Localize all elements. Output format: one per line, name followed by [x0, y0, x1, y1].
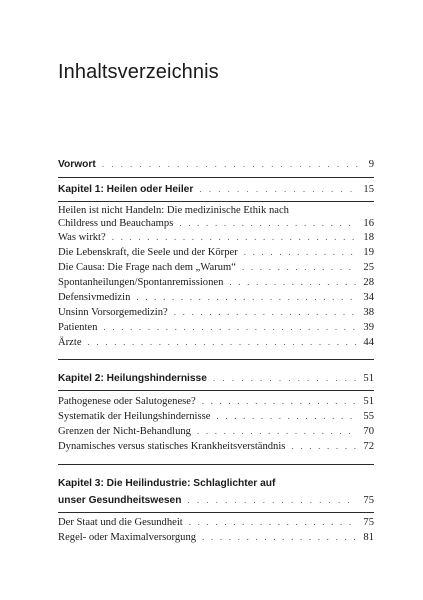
dot-leader [199, 183, 357, 196]
toc-entry-label: Defensivmedizin [58, 292, 131, 303]
toc-entry-page: 72 [363, 441, 374, 452]
dot-leader [103, 321, 357, 334]
toc-entry-label: unser Gesundheitswesen [58, 495, 182, 506]
toc-entry-label: Pathogenese oder Salutogenese? [58, 396, 196, 407]
toc-entry-page: 75 [363, 517, 374, 528]
toc-entry[interactable] [58, 531, 374, 544]
dot-leader [229, 276, 357, 289]
page-title: Inhaltsverzeichnis [58, 61, 219, 83]
dot-leader [88, 336, 358, 349]
toc-chapter-3-cont[interactable] [58, 494, 374, 507]
toc-entry-label: Heilen ist nicht Handeln: Die medizinische Ethik nach [58, 205, 289, 216]
dot-leader [179, 217, 357, 230]
toc-entry-page: 51 [363, 396, 374, 407]
dot-leader [112, 231, 358, 244]
toc-entry[interactable] [58, 306, 374, 319]
toc-entry-label: Kapitel 2: Heilungshindernisse [58, 373, 207, 384]
dot-leader [189, 516, 358, 529]
toc-entry-page: 25 [363, 262, 374, 273]
section-divider [58, 201, 374, 202]
dot-leader [174, 306, 358, 319]
toc-entry-page: 16 [363, 218, 374, 229]
dot-leader [213, 372, 358, 385]
toc-entry-page: 81 [363, 532, 374, 543]
toc-entry[interactable] [58, 395, 374, 408]
toc-entry[interactable] [58, 217, 374, 230]
toc-entry[interactable] [58, 440, 374, 453]
toc-entry[interactable] [58, 231, 374, 244]
toc-entry[interactable] [58, 291, 374, 304]
dot-leader [102, 158, 363, 171]
section-divider [58, 390, 374, 391]
toc-entry[interactable] [58, 246, 374, 259]
toc-entry-page: 75 [363, 495, 374, 506]
section-divider [58, 512, 374, 513]
toc-entry-label: Unsinn Vorsorgemedizin? [58, 307, 168, 318]
toc-entry[interactable] [58, 276, 374, 289]
toc-entry[interactable] [58, 261, 374, 274]
toc-entry-label: Ärzte [58, 337, 82, 348]
toc-entry[interactable] [58, 516, 374, 529]
toc-entry-label: Dynamisches versus statisches Krankheitsverständnis [58, 441, 286, 452]
toc-entry-label: Vorwort [58, 159, 96, 170]
toc-chapter-2[interactable] [58, 372, 374, 385]
toc-entry-page: 28 [363, 277, 374, 288]
section-divider [58, 464, 374, 465]
toc-entry-label: Kapitel 3: Die Heilindustrie: Schlaglichter auf [58, 478, 276, 489]
toc-entry-page: 55 [363, 411, 374, 422]
toc-entry-label: Patienten [58, 322, 98, 333]
dot-leader [216, 410, 357, 423]
toc-entry-page: 9 [368, 159, 374, 170]
toc-entry-label: Regel- oder Maximalversorgung [58, 532, 197, 543]
dot-leader [136, 291, 357, 304]
toc-entry-page: 70 [363, 426, 374, 437]
toc-entry-page: 44 [363, 337, 374, 348]
section-divider [58, 359, 374, 360]
dot-leader [242, 261, 357, 274]
dot-leader [244, 246, 358, 259]
toc-entry-label: Childress und Beauchamps [58, 218, 174, 229]
toc-entry-label: Der Staat und die Gesundheit [58, 517, 183, 528]
toc-entry[interactable] [58, 425, 374, 438]
dot-leader [202, 395, 358, 408]
toc-entry-label: Die Causa: Die Frage nach dem „Warum“ [58, 262, 236, 273]
toc-chapter-3[interactable] [58, 477, 374, 490]
toc-chapter-1[interactable] [58, 183, 374, 196]
toc-entry-label: Spontanheilungen/Spontanremissionen [58, 277, 224, 288]
toc-entry-page: 18 [363, 232, 374, 243]
section-divider [58, 177, 374, 178]
dot-leader [187, 494, 357, 507]
toc-entry-label: Die Lebenskraft, die Seele und der Körper [58, 247, 238, 258]
toc-entry-label: Kapitel 1: Heilen oder Heiler [58, 184, 194, 195]
toc-entry-page: 19 [363, 247, 374, 258]
toc-entry[interactable] [58, 336, 374, 349]
toc-entry-page: 39 [363, 322, 374, 333]
toc-entry-page: 38 [363, 307, 374, 318]
toc-entry[interactable] [58, 204, 374, 217]
toc-entry-vorwort[interactable] [58, 158, 374, 171]
toc-entry-page: 34 [363, 292, 374, 303]
toc-entry-label: Was wirkt? [58, 232, 106, 243]
toc-entry-page: 51 [363, 373, 374, 384]
toc-entry-page: 15 [363, 184, 374, 195]
dot-leader [197, 425, 357, 438]
toc-entry[interactable] [58, 410, 374, 423]
toc-entry-label: Grenzen der Nicht-Behandlung [58, 426, 191, 437]
toc-entry-label: Systematik der Heilungshindernisse [58, 411, 211, 422]
dot-leader [291, 440, 357, 453]
toc-entry[interactable] [58, 321, 374, 334]
dot-leader [202, 531, 357, 544]
